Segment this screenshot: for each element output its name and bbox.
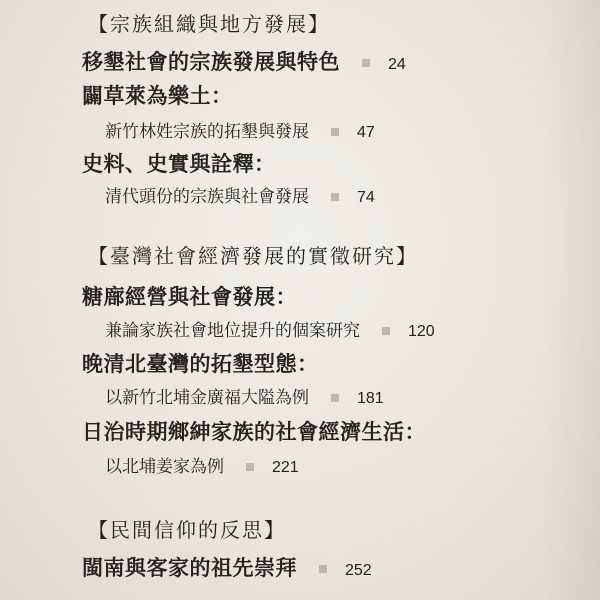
toc-entry-title: 闢草萊為樂土： — [82, 84, 233, 108]
entry-title: 閩南與客家的祖先崇拜 — [82, 556, 297, 580]
toc-entry-subtitle — [105, 452, 299, 477]
toc-entry-subtitle — [105, 383, 384, 408]
toc-entry-title: 糖廍經營與社會發展： — [82, 285, 297, 309]
entry-subtitle-text: 以新竹北埔金廣福大隘為例 — [105, 388, 309, 408]
toc-entry-subtitle — [105, 117, 375, 142]
toc-entry-subtitle — [105, 316, 435, 341]
toc-entry-title: 日治時期鄉紳家族的社會經濟生活： — [82, 420, 426, 444]
section-heading-folk-belief: 【民間信仰的反思】 — [88, 518, 286, 542]
entry-subtitle-text: 新竹林姓宗族的拓墾與發展 — [105, 122, 309, 142]
section-heading-clan: 【宗族組織與地方發展】 — [88, 12, 330, 36]
leader-dot — [246, 463, 254, 471]
page-number: 120 — [408, 323, 435, 340]
toc-entry-subtitle — [105, 182, 375, 207]
toc-entry — [82, 552, 372, 582]
page-number: 221 — [272, 459, 299, 476]
toc-entry — [82, 46, 406, 76]
leader-dot — [362, 59, 370, 67]
section-heading-socioeconomic: 【臺灣社會經濟發展的實徵研究】 — [88, 244, 418, 268]
page-number: 252 — [345, 562, 372, 579]
page-number: 24 — [388, 56, 406, 73]
toc-entry-title: 晚清北臺灣的拓墾型態： — [82, 352, 319, 376]
entry-subtitle-text: 兼論家族社會地位提升的個案研究 — [105, 321, 360, 341]
page-number: 47 — [357, 124, 375, 141]
entry-title: 移墾社會的宗族發展與特色 — [82, 50, 340, 74]
page-number: 181 — [357, 390, 384, 407]
page-number: 74 — [357, 189, 375, 206]
leader-dot — [331, 193, 339, 201]
entry-subtitle-text: 以北埔姜家為例 — [105, 457, 224, 477]
page-edge-shadow — [540, 0, 600, 600]
leader-dot — [319, 565, 327, 573]
leader-dot — [331, 394, 339, 402]
entry-subtitle-text: 清代頭份的宗族與社會發展 — [105, 187, 309, 207]
leader-dot — [331, 128, 339, 136]
leader-dot — [382, 327, 390, 335]
toc-entry-title: 史料、史實與詮釋： — [82, 152, 276, 176]
